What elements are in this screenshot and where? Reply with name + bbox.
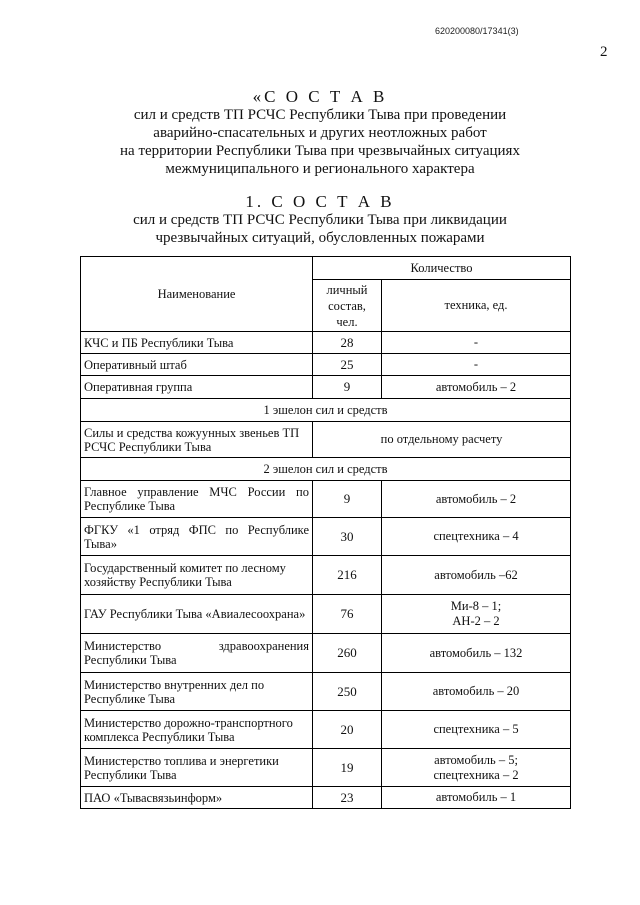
row-equipment: автомобиль – 1 [382, 787, 571, 809]
row-equipment: автомобиль – 20 [382, 673, 571, 711]
table-row [81, 673, 571, 711]
section-title: 1. С О С Т А В [245, 192, 395, 211]
title-line: сил и средств ТП РСЧС Республики Тыва при проведении [133, 107, 507, 123]
row-name: Министерство топлива и энергетики Республики Тыва [81, 749, 313, 787]
row-equipment: автомобиль – 132 [382, 634, 571, 673]
row-equipment: - [382, 354, 571, 376]
row-name: ПАО «Тывасвязьинформ» [81, 787, 313, 809]
row-name: Оперативный штаб [81, 354, 313, 376]
equipment-line: автомобиль – 5; [434, 752, 518, 767]
row-name: Оперативная группа [81, 376, 313, 399]
table-row [81, 332, 571, 354]
row-value: по отдельному расчету [313, 422, 571, 458]
row-personnel: 28 [313, 332, 382, 354]
document-title: «С О С Т А В [252, 87, 388, 106]
forces-table [80, 256, 571, 809]
row-equipment: спецтехника – 5 [382, 711, 571, 749]
page-number: 2 [600, 44, 608, 60]
header-personnel: личный состав, чел. [313, 280, 382, 332]
row-equipment: спецтехника – 4 [382, 518, 571, 556]
table-row [81, 634, 571, 673]
echelon-1-label: 1 эшелон сил и средств [81, 399, 571, 422]
row-equipment [382, 595, 571, 634]
title-line: межмуниципального и регионального характера [165, 161, 475, 177]
table-row [81, 376, 571, 399]
title-line: на территории Республики Тыва при чрезвычайных ситуациях [120, 143, 520, 159]
row-personnel: 20 [313, 711, 382, 749]
section-title-block [0, 193, 640, 247]
table-row [81, 749, 571, 787]
row-equipment: автомобиль – 2 [382, 481, 571, 518]
row-equipment: - [382, 332, 571, 354]
row-personnel: 250 [313, 673, 382, 711]
row-personnel: 9 [313, 376, 382, 399]
row-name: ФГКУ «1 отряд ФПС по Республике Тыва» [81, 518, 313, 556]
row-personnel: 25 [313, 354, 382, 376]
row-equipment [382, 749, 571, 787]
row-personnel: 9 [313, 481, 382, 518]
row-name: ГАУ Республики Тыва «Авиалесоохрана» [81, 595, 313, 634]
row-personnel: 23 [313, 787, 382, 809]
row-name: Государственный комитет по лесному хозяйству Республики Тыва [81, 556, 313, 595]
row-personnel: 216 [313, 556, 382, 595]
header-name: Наименование [81, 257, 313, 332]
row-personnel: 260 [313, 634, 382, 673]
table-row [81, 422, 571, 458]
row-name: Главное управление МЧС России по Республике Тыва [81, 481, 313, 518]
row-equipment: автомобиль – 2 [382, 376, 571, 399]
row-name: КЧС и ПБ Республики Тыва [81, 332, 313, 354]
equipment-line: АН-2 – 2 [452, 614, 500, 628]
row-personnel: 76 [313, 595, 382, 634]
table-row [81, 518, 571, 556]
document-id: 620200080/17341(3) [435, 26, 519, 36]
table-row [81, 354, 571, 376]
row-personnel: 30 [313, 518, 382, 556]
echelon-2-row [81, 458, 571, 481]
title-line: аварийно-спасательных и других неотложных работ [153, 125, 487, 141]
echelon-1-row [81, 399, 571, 422]
row-name: Силы и средства кожуунных звеньев ТП РСЧС Республики Тыва [81, 422, 313, 458]
table-row [81, 787, 571, 809]
section-line: чрезвычайных ситуаций, обусловленных пожарами [155, 230, 485, 246]
section-line: сил и средств ТП РСЧС Республики Тыва при ликвидации [133, 212, 507, 228]
table-row [81, 711, 571, 749]
equipment-line: спецтехника – 2 [433, 767, 519, 782]
table-row [81, 556, 571, 595]
echelon-2-label: 2 эшелон сил и средств [81, 458, 571, 481]
document-title-block [0, 88, 640, 178]
header-equipment: техника, ед. [382, 280, 571, 332]
equipment-line: Ми-8 – 1; [450, 599, 502, 613]
table-row [81, 481, 571, 518]
row-equipment: автомобиль –62 [382, 556, 571, 595]
row-personnel: 19 [313, 749, 382, 787]
row-name: Министерство внутренних дел по Республике Тыва [81, 673, 313, 711]
header-quantity: Количество [313, 257, 571, 280]
table-header-row [81, 257, 571, 280]
row-name: Министерство здравоохранения Республики Тыва [81, 634, 313, 673]
table-row [81, 595, 571, 634]
row-name: Министерство дорожно-транспортного комплекса Республики Тыва [81, 711, 313, 749]
